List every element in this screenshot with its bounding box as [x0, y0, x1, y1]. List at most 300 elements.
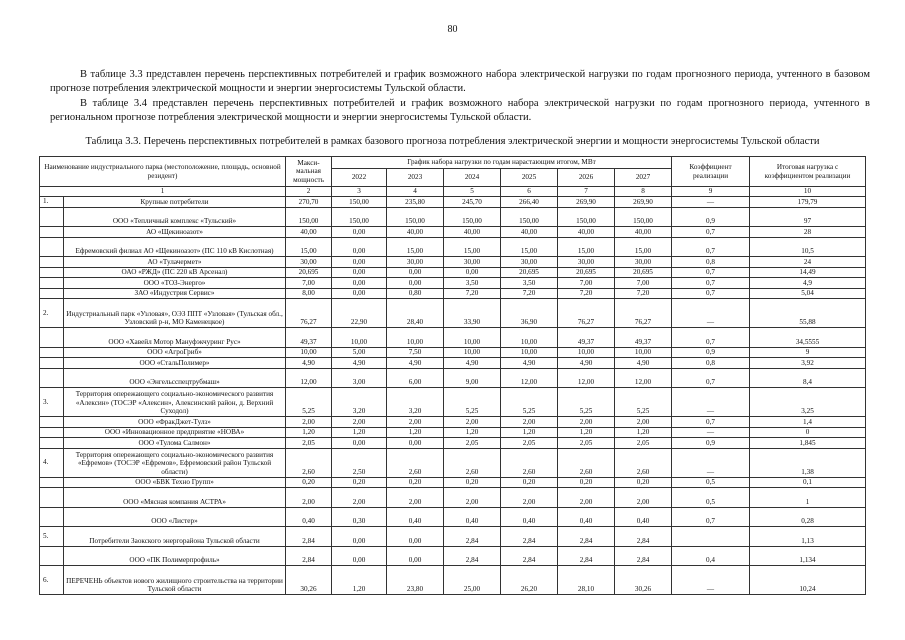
row-name: Ефремовский филиал АО «Щекиноазот» (ПС 110 кВ Кислотная): [64, 237, 286, 257]
row-value: 0,7: [672, 227, 750, 238]
row-value: 0,5: [672, 488, 750, 508]
row-value: 10,00: [501, 347, 558, 358]
row-value: 150,00: [501, 207, 558, 227]
row-value: 76,27: [615, 299, 672, 328]
row-value: 2,00: [387, 488, 444, 508]
row-value: 2,00: [558, 488, 615, 508]
row-value: 4,90: [444, 358, 501, 369]
row-number: 1.: [40, 197, 64, 208]
header-max-power: Макси-мальная мощность: [286, 157, 332, 187]
row-value: 8,4: [750, 368, 866, 388]
row-value: 150,00: [444, 207, 501, 227]
row-value: 0,00: [332, 237, 387, 257]
row-value: 15,00: [501, 237, 558, 257]
row-value: 2,84: [286, 527, 332, 547]
row-value: 5,25: [286, 388, 332, 417]
row-number: [40, 207, 64, 227]
row-value: 2,00: [286, 488, 332, 508]
row-value: 40,00: [501, 227, 558, 238]
row-number: [40, 477, 64, 488]
row-value: 0,00: [387, 267, 444, 278]
row-value: 6,00: [387, 368, 444, 388]
row-value: 0,4: [672, 546, 750, 566]
row-name: Потребители Заокского энергорайона Тульской области: [64, 527, 286, 547]
row-value: 20,695: [286, 267, 332, 278]
row-value: 2,60: [615, 448, 672, 477]
col-number: 3: [332, 187, 387, 197]
row-value: —: [672, 566, 750, 595]
row-name: ООО «Мясная компания АСТРА»: [64, 488, 286, 508]
row-value: 7,00: [558, 278, 615, 289]
row-name: ООО «Энгельсспецтрубмаш»: [64, 368, 286, 388]
row-value: 30,00: [501, 257, 558, 268]
row-value: 0,20: [444, 477, 501, 488]
row-value: 15,00: [387, 237, 444, 257]
row-value: 1,20: [615, 427, 672, 438]
row-value: 0,9: [672, 438, 750, 449]
row-number: [40, 488, 64, 508]
paragraph-2: В таблице 3.4 представлен перечень перспективных потребителей и график возможного набора электрической нагрузки по годам прогнозного периода, учтенного в региональном прогнозе потребления электрической мощности и энергии энергосистемы Тульской области.: [50, 98, 870, 123]
row-value: 10,00: [558, 347, 615, 358]
row-value: 235,80: [387, 197, 444, 208]
col-number: 1: [40, 187, 286, 197]
row-value: —: [672, 427, 750, 438]
row-value: 10,24: [750, 566, 866, 595]
row-name: ЗАО «Индустрия Сервис»: [64, 288, 286, 299]
row-value: 2,00: [286, 417, 332, 428]
row-value: 14,49: [750, 267, 866, 278]
row-value: 7,00: [286, 278, 332, 289]
table-row: [40, 427, 866, 438]
row-value: 9: [750, 347, 866, 358]
row-value: 3,50: [501, 278, 558, 289]
row-value: 2,84: [558, 546, 615, 566]
row-value: 12,00: [558, 368, 615, 388]
row-value: 30,00: [558, 257, 615, 268]
row-value: 40,00: [558, 227, 615, 238]
table-row: [40, 438, 866, 449]
row-value: 2,00: [444, 417, 501, 428]
row-name: ООО «Хавейл Мотор Мануфэкчуринг Рус»: [64, 328, 286, 348]
row-value: 2,84: [501, 546, 558, 566]
row-value: 0,7: [672, 328, 750, 348]
row-value: 26,20: [501, 566, 558, 595]
row-value: 0,7: [672, 288, 750, 299]
row-value: 0,20: [332, 477, 387, 488]
row-value: 0,1: [750, 477, 866, 488]
row-name: ООО «Инновационное предприятие «НОВА»: [64, 427, 286, 438]
row-value: 5,04: [750, 288, 866, 299]
row-value: 15,00: [444, 237, 501, 257]
row-value: 0,00: [444, 267, 501, 278]
row-value: —: [672, 388, 750, 417]
row-value: 0,00: [332, 227, 387, 238]
row-number: [40, 368, 64, 388]
row-value: 40,00: [615, 227, 672, 238]
row-name: Индустриальный парк «Узловая», ОЭЗ ППТ «Узловая» (Тульская обл., Узловский р-н, МО Каменецкое): [64, 299, 286, 328]
row-value: 0,20: [387, 477, 444, 488]
row-value: 30,00: [387, 257, 444, 268]
row-value: 5,25: [558, 388, 615, 417]
row-value: 150,00: [286, 207, 332, 227]
row-value: 0,7: [672, 267, 750, 278]
row-value: 0,00: [387, 278, 444, 289]
row-value: 269,90: [558, 197, 615, 208]
row-value: 2,00: [501, 488, 558, 508]
row-value: 7,00: [615, 278, 672, 289]
row-value: 8,00: [286, 288, 332, 299]
row-number: [40, 237, 64, 257]
row-value: 2,60: [286, 448, 332, 477]
row-value: 0,20: [558, 477, 615, 488]
row-value: 2,84: [501, 527, 558, 547]
row-value: 4,9: [750, 278, 866, 289]
row-value: 40,00: [286, 227, 332, 238]
row-value: 0,28: [750, 507, 866, 527]
row-value: 10,00: [444, 328, 501, 348]
row-value: 10,00: [444, 347, 501, 358]
row-value: 1,20: [387, 427, 444, 438]
row-number: 4.: [40, 448, 64, 477]
row-value: 0,40: [286, 507, 332, 527]
row-value: 76,27: [558, 299, 615, 328]
table-row: [40, 288, 866, 299]
row-value: 10,00: [332, 328, 387, 348]
row-value: 0,7: [672, 417, 750, 428]
col-number: 5: [444, 187, 501, 197]
row-value: 2,00: [558, 417, 615, 428]
row-value: 10,5: [750, 237, 866, 257]
header-name: Наименование индустриального парка (местоположение, площадь, основной резидент): [40, 157, 286, 187]
row-value: 1,134: [750, 546, 866, 566]
row-value: 0,9: [672, 347, 750, 358]
row-value: 245,70: [444, 197, 501, 208]
row-value: 2,05: [558, 438, 615, 449]
row-value: 0,8: [672, 257, 750, 268]
row-value: 0,20: [615, 477, 672, 488]
row-number: [40, 278, 64, 289]
col-number: 4: [387, 187, 444, 197]
row-value: 4,90: [501, 358, 558, 369]
row-value: 0,40: [387, 507, 444, 527]
row-number: 6.: [40, 566, 64, 595]
row-value: 0,40: [501, 507, 558, 527]
row-value: 2,84: [615, 527, 672, 547]
row-value: 2,84: [444, 546, 501, 566]
table-row: [40, 347, 866, 358]
row-value: 2,00: [444, 488, 501, 508]
row-value: 0,7: [672, 278, 750, 289]
row-value: 150,00: [332, 207, 387, 227]
row-value: 22,90: [332, 299, 387, 328]
row-value: 0,5: [672, 477, 750, 488]
header-year: 2022: [332, 169, 387, 187]
row-value: 30,00: [444, 257, 501, 268]
row-value: 0,7: [672, 507, 750, 527]
row-value: 9,00: [444, 368, 501, 388]
row-value: 7,20: [615, 288, 672, 299]
row-number: [40, 267, 64, 278]
row-number: [40, 328, 64, 348]
row-value: 1,13: [750, 527, 866, 547]
row-value: 2,05: [501, 438, 558, 449]
table-caption: Таблица 3.3. Перечень перспективных потребителей в рамках базового прогноза потребления электрической энергии и мощности энергосистемы Тульской области: [85, 136, 820, 147]
row-value: 12,00: [501, 368, 558, 388]
col-number: 2: [286, 187, 332, 197]
row-value: 2,84: [286, 546, 332, 566]
row-value: 4,90: [615, 358, 672, 369]
row-value: 10,00: [615, 347, 672, 358]
row-value: 2,05: [444, 438, 501, 449]
row-value: 2,00: [332, 417, 387, 428]
consumers-table: [39, 156, 866, 595]
row-value: 3,20: [387, 388, 444, 417]
row-value: 36,90: [501, 299, 558, 328]
row-name: АО «Тулачермет»: [64, 257, 286, 268]
row-value: 1,20: [286, 427, 332, 438]
row-value: 179,79: [750, 197, 866, 208]
row-name: ООО «АгроГриб»: [64, 347, 286, 358]
col-number: 10: [750, 187, 866, 197]
row-value: 0,00: [332, 527, 387, 547]
row-value: [672, 527, 750, 547]
row-number: 5.: [40, 527, 64, 547]
row-name: ПЕРЕЧЕНЬ объектов нового жилищного строительства на территории Тульской области: [64, 566, 286, 595]
row-value: 2,60: [558, 448, 615, 477]
row-value: 270,70: [286, 197, 332, 208]
row-value: 269,90: [615, 197, 672, 208]
table-row: [40, 207, 866, 227]
header-year: 2025: [501, 169, 558, 187]
row-value: 12,00: [286, 368, 332, 388]
row-value: 3,25: [750, 388, 866, 417]
row-value: 24: [750, 257, 866, 268]
row-value: 1,20: [332, 566, 387, 595]
row-value: 1: [750, 488, 866, 508]
row-value: 30,00: [615, 257, 672, 268]
row-value: 1,20: [558, 427, 615, 438]
table-row: [40, 328, 866, 348]
row-value: 15,00: [558, 237, 615, 257]
row-value: 0,00: [332, 288, 387, 299]
row-value: 0,80: [387, 288, 444, 299]
row-value: 2,00: [501, 417, 558, 428]
row-value: 4,90: [558, 358, 615, 369]
col-number: 7: [558, 187, 615, 197]
row-value: 12,00: [615, 368, 672, 388]
row-name: ООО «Тулома Салмон»: [64, 438, 286, 449]
row-value: 0,9: [672, 207, 750, 227]
row-name: Территория опережающего социально-экономического развития «Алексин» (ТОСЭР «Алексин», Алексинский район, д. Верхний Суходол): [64, 388, 286, 417]
row-number: 3.: [40, 388, 64, 417]
row-value: 20,695: [501, 267, 558, 278]
row-value: 7,20: [501, 288, 558, 299]
table-row: [40, 257, 866, 268]
row-value: 5,25: [444, 388, 501, 417]
row-value: 0,00: [332, 278, 387, 289]
row-value: —: [672, 299, 750, 328]
row-value: 49,37: [558, 328, 615, 348]
row-value: 1,20: [332, 427, 387, 438]
row-value: 10,00: [501, 328, 558, 348]
row-number: [40, 427, 64, 438]
row-value: 49,37: [286, 328, 332, 348]
row-value: 23,80: [387, 566, 444, 595]
row-value: 28,10: [558, 566, 615, 595]
row-value: 2,84: [558, 527, 615, 547]
row-value: 150,00: [615, 207, 672, 227]
row-value: 49,37: [615, 328, 672, 348]
row-value: 5,25: [501, 388, 558, 417]
row-value: 3,50: [444, 278, 501, 289]
table-row: [40, 368, 866, 388]
col-number: 8: [615, 187, 672, 197]
table-row: [40, 358, 866, 369]
row-number: [40, 438, 64, 449]
row-number: [40, 288, 64, 299]
row-value: 266,40: [501, 197, 558, 208]
table-row: [40, 278, 866, 289]
row-value: 5,25: [615, 388, 672, 417]
table-row: [40, 507, 866, 527]
row-value: 0,00: [332, 438, 387, 449]
header-year: 2024: [444, 169, 501, 187]
row-name: ООО «БВК Техно Групп»: [64, 477, 286, 488]
row-value: 10,00: [387, 328, 444, 348]
row-value: 20,695: [615, 267, 672, 278]
row-value: 0,7: [672, 368, 750, 388]
row-value: 1,20: [444, 427, 501, 438]
row-number: 2.: [40, 299, 64, 328]
row-name: Крупные потребители: [64, 197, 286, 208]
row-value: 30,00: [286, 257, 332, 268]
row-number: [40, 507, 64, 527]
table-row: [40, 546, 866, 566]
table-row: [40, 566, 866, 595]
table-row: [40, 527, 866, 547]
table-row: [40, 388, 866, 417]
row-value: 0,00: [387, 527, 444, 547]
table-row: [40, 417, 866, 428]
row-value: 40,00: [387, 227, 444, 238]
table-row: [40, 299, 866, 328]
row-value: 4,90: [332, 358, 387, 369]
row-value: 0,00: [332, 267, 387, 278]
row-value: 30,26: [615, 566, 672, 595]
table-row: [40, 227, 866, 238]
row-value: 0,30: [332, 507, 387, 527]
row-value: 1,20: [501, 427, 558, 438]
row-value: 2,60: [387, 448, 444, 477]
row-name: Территория опережающего социально-экономического развития «Ефремов» (ТОСЭР «Ефремов», Ефремовский район Тульской области): [64, 448, 286, 477]
table-row: [40, 448, 866, 477]
row-name: АО «Щекиноазот»: [64, 227, 286, 238]
row-value: 10,00: [286, 347, 332, 358]
row-value: 7,20: [558, 288, 615, 299]
table-row: [40, 488, 866, 508]
row-value: 0,20: [501, 477, 558, 488]
table-row: [40, 237, 866, 257]
row-value: 33,90: [444, 299, 501, 328]
header-total: Итоговая нагрузка с коэффициентом реализации: [750, 157, 866, 187]
row-value: 76,27: [286, 299, 332, 328]
row-value: 7,50: [387, 347, 444, 358]
row-number: [40, 347, 64, 358]
row-value: 55,88: [750, 299, 866, 328]
row-value: 1,38: [750, 448, 866, 477]
header-year: 2023: [387, 169, 444, 187]
row-value: 15,00: [286, 237, 332, 257]
row-name: ООО «ПК Полимерпрофиль»: [64, 546, 286, 566]
row-value: 0,40: [615, 507, 672, 527]
table-row: [40, 477, 866, 488]
row-value: 34,5555: [750, 328, 866, 348]
row-value: 2,60: [501, 448, 558, 477]
row-value: 2,84: [444, 527, 501, 547]
row-value: —: [672, 197, 750, 208]
row-value: 7,20: [444, 288, 501, 299]
row-value: 0,40: [444, 507, 501, 527]
row-value: 30,26: [286, 566, 332, 595]
row-value: 0,40: [558, 507, 615, 527]
col-number: 9: [672, 187, 750, 197]
row-value: 3,92: [750, 358, 866, 369]
row-value: 150,00: [332, 197, 387, 208]
row-value: 2,50: [332, 448, 387, 477]
row-value: 1,845: [750, 438, 866, 449]
row-name: ООО «Листер»: [64, 507, 286, 527]
row-value: 0,00: [387, 438, 444, 449]
row-value: 2,00: [387, 417, 444, 428]
row-value: 0,00: [387, 546, 444, 566]
row-value: 0: [750, 427, 866, 438]
row-number: [40, 257, 64, 268]
row-value: 0,20: [286, 477, 332, 488]
header-year: 2027: [615, 169, 672, 187]
row-value: 150,00: [558, 207, 615, 227]
row-name: ООО «ФракДжет-Тулз»: [64, 417, 286, 428]
row-value: 2,05: [286, 438, 332, 449]
paragraph-1: В таблице 3.3 представлен перечень перспективных потребителей и график возможного набора электрической нагрузки по годам прогнозного периода, учтенного в базовом прогнозе потребления электрической мощности и энергии энергосистемы Тульской области.: [50, 69, 870, 94]
header-year: 2026: [558, 169, 615, 187]
row-value: 0,7: [672, 237, 750, 257]
row-name: ООО «ТОЗ-Энерго»: [64, 278, 286, 289]
row-number: [40, 546, 64, 566]
row-value: 2,00: [615, 488, 672, 508]
row-name: ООО «Тепличный комплекс «Тульский»: [64, 207, 286, 227]
row-value: 2,00: [615, 417, 672, 428]
row-value: 40,00: [444, 227, 501, 238]
row-value: 4,90: [387, 358, 444, 369]
row-value: 150,00: [387, 207, 444, 227]
row-value: 5,00: [332, 347, 387, 358]
header-schedule: График набора нагрузки по годам нарастающим итогом, МВт: [332, 157, 672, 169]
table-row: [40, 267, 866, 278]
row-value: 0,00: [332, 546, 387, 566]
row-number: [40, 417, 64, 428]
row-value: 0,8: [672, 358, 750, 369]
row-value: 0,00: [332, 257, 387, 268]
row-name: ООО «СтальПолимер»: [64, 358, 286, 369]
row-value: 3,20: [332, 388, 387, 417]
row-value: 28: [750, 227, 866, 238]
row-value: 97: [750, 207, 866, 227]
row-value: 2,84: [615, 546, 672, 566]
row-value: —: [672, 448, 750, 477]
row-value: 15,00: [615, 237, 672, 257]
header-coef: Коэффициент реализации: [672, 157, 750, 187]
row-value: 2,60: [444, 448, 501, 477]
